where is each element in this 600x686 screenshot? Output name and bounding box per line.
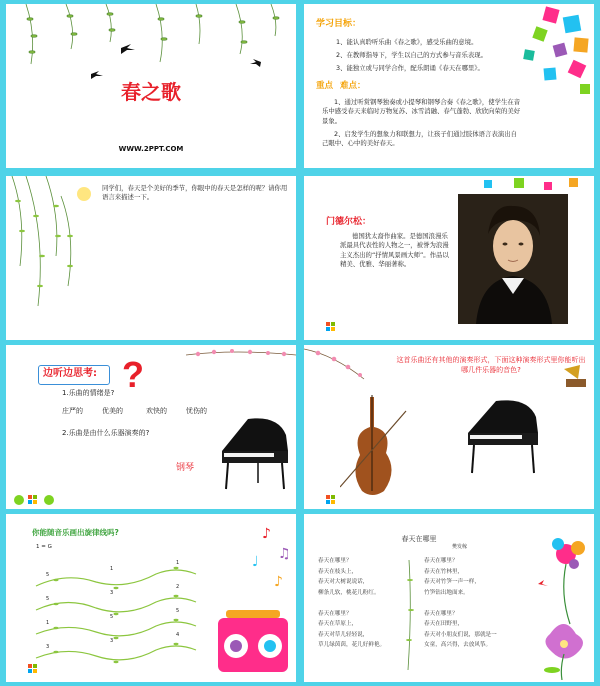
poem-title: 春天在哪里 (401, 535, 437, 543)
melody-number: 1 (46, 620, 50, 626)
poem-line: 柳条儿软，桃花儿粉红。 (318, 589, 380, 596)
windows-logo-icon (326, 495, 336, 505)
site-url: WWW.2PPT.COM (118, 145, 184, 153)
melody-number: 5 (110, 614, 114, 620)
key-points-heading-2: 难点： (340, 81, 366, 91)
poem-line: 春天对竹笋一声一样， (424, 579, 480, 585)
svg-text:♪: ♪ (274, 574, 283, 590)
melody-title: 你能随音乐画出旋律线吗? (32, 528, 119, 537)
key-point-1: 1、通过听赏钢琴独奏或小提琴和钢琴合奏《春之歌》，使学生在音乐中感受春天来临时万物复苏、冰雪消融、春气蓬勃、欣欣向荣的美好景象。 (322, 98, 521, 125)
slide-5[interactable] (6, 345, 296, 509)
sun-icon (77, 187, 91, 201)
think-title: 边听边思考: (43, 368, 97, 379)
intro-question: 同学们，春天是个美好的季节，你眼中的春天是怎样的呢？请你用语言来描述一下。 (102, 184, 288, 202)
instrument-question: 这首乐曲还有其他的演奏形式，下面这种演奏形式里你能听出哪几件乐器的音色? (396, 356, 586, 375)
melody-number: 5 (46, 572, 50, 578)
grand-piano-image (464, 397, 544, 477)
goal-3: 3、能独立或与同学合作，配乐朗诵《春天在哪里》。 (336, 64, 484, 72)
flower-branch-decoration (304, 345, 374, 385)
music-radio-decoration (212, 518, 296, 680)
grand-piano-image (218, 415, 292, 493)
melody-number: 4 (176, 632, 180, 638)
flower-decoration (530, 524, 594, 680)
melody-number: 1 (176, 560, 180, 566)
melody-number: 5 (46, 596, 50, 602)
slide-title: 春之歌 (121, 80, 181, 104)
poem-line: 春天在哪里？ (318, 558, 352, 564)
green-orb-icon (44, 495, 54, 505)
cello-image (340, 391, 410, 501)
melody-number: 5 (176, 608, 180, 614)
grass-divider-decoration (402, 560, 416, 670)
mood-option-2: 优美的 (102, 407, 123, 415)
slide-6[interactable] (304, 345, 594, 509)
poem-line: 春天在草原上， (318, 621, 358, 627)
melody-number: 3 (110, 590, 114, 596)
windows-logo-icon (28, 664, 38, 674)
poem-line: 春天在哪里？ (318, 610, 352, 617)
svg-text:♫: ♫ (278, 546, 291, 562)
composer-heading: 门德尔松： (326, 217, 372, 227)
instrument-answer: 钢琴 (176, 463, 195, 473)
poem-line: 春天在哪里？ (424, 558, 458, 564)
poem-line: 春天在哪里？ (424, 610, 458, 617)
mood-option-1: 庄严的 (62, 407, 83, 415)
poem-line: 女童，高兴得，去放风筝。 (424, 642, 492, 648)
slide-2[interactable] (304, 4, 594, 168)
colorful-squares-decoration (474, 176, 594, 196)
poem-author: 樊发稼 (452, 544, 468, 550)
slide-3[interactable] (6, 176, 296, 340)
goals-heading: 学习目标： (316, 19, 362, 29)
slide-8[interactable] (304, 514, 594, 682)
poem-line: 春天对小朋友们说，那就是一 (424, 631, 497, 638)
poem-column-2 (424, 556, 534, 651)
mood-option-4: 忧伤的 (186, 407, 207, 415)
poem-line: 春天在田野里， (424, 621, 464, 627)
composer-bio: 德国犹太裔作曲家。是德国浪漫乐派最具代表性的人物之一，被誉为浪漫主义杰出的“抒情风景画大师”。作品以精美、优雅、华丽著称。 (340, 232, 449, 268)
question-2: 2.乐曲是由什么乐器演奏的? (62, 429, 150, 437)
goal-2: 2、在教师指导下，学生以自己的方式参与音乐表现。 (336, 51, 488, 59)
melody-number: 3 (46, 644, 50, 650)
poem-line: 春天在竹林里， (424, 568, 464, 575)
goal-1: 1、能认真聆听乐曲《春之歌》，感受乐曲的意境。 (336, 38, 478, 46)
melody-number: 2 (176, 584, 180, 590)
melody-number: 3 (110, 638, 114, 644)
key-point-2: 2、启发学生的想象力和联想力，让孩子们通过肢体语言表演出自己眼中、心中的美好春天。 (322, 130, 518, 148)
svg-text:♪: ♪ (262, 526, 271, 542)
svg-text:?: ? (122, 354, 144, 393)
svg-text:♩: ♩ (252, 554, 259, 570)
windows-logo-icon (28, 495, 38, 505)
green-orb-icon (14, 495, 24, 505)
mood-option-3: 欢快的 (146, 407, 167, 415)
willow-branches-decoration (6, 176, 116, 340)
flower-branch-decoration (186, 347, 296, 361)
slide-7[interactable] (6, 514, 296, 682)
poem-line: 春天在枝头上， (318, 568, 358, 575)
melody-number: 1 (110, 566, 114, 572)
slide-1[interactable] (6, 4, 296, 168)
windows-logo-icon (326, 322, 336, 332)
gramophone-icon (560, 363, 590, 389)
composer-portrait (458, 194, 568, 324)
think-title-box (38, 365, 110, 385)
question-1: 1.乐曲的情绪是? (62, 389, 115, 397)
poem-line: 竹笋钻出地面来。 (424, 589, 469, 596)
poem-line: 春天对草儿轻轻说， (318, 631, 369, 638)
question-mark-icon (116, 353, 156, 393)
key-signature: 1 = G (36, 544, 52, 550)
poem-line: 春天对大树说说话， (318, 579, 369, 585)
key-points-heading-1: 重点 (316, 81, 334, 91)
poem-line (424, 598, 534, 609)
slide-4[interactable] (304, 176, 594, 340)
poem-line: 草儿绿茵茵，花儿好鲜艳。 (318, 642, 386, 648)
